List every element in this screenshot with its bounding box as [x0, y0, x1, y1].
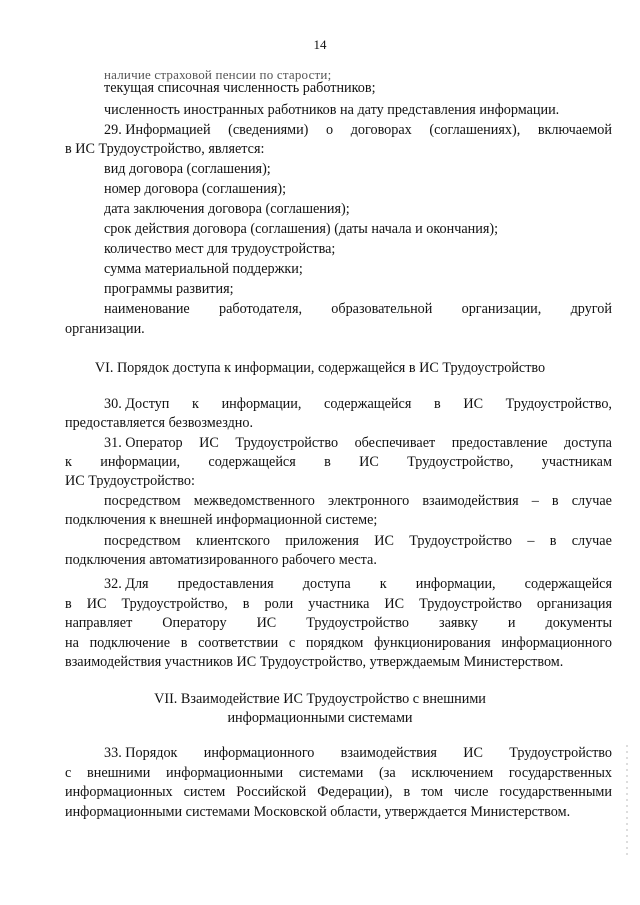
word: на — [65, 635, 79, 651]
section-heading: информационными системами — [227, 710, 413, 726]
page-number: 14 — [313, 37, 327, 52]
word: образовательной — [331, 301, 433, 317]
word: Российской — [236, 784, 307, 800]
word: порядком — [305, 635, 364, 651]
word: обеспечивает — [354, 435, 436, 451]
word: том — [421, 784, 444, 800]
word: о — [326, 122, 334, 138]
word: направляет — [65, 615, 133, 631]
word: Трудоустройство — [419, 596, 522, 612]
word: договорах — [350, 122, 412, 138]
word: электронного — [327, 493, 410, 509]
word: ИС — [256, 615, 277, 631]
word: информации, — [100, 454, 181, 470]
word: государственными — [499, 784, 612, 800]
word: Трудоустройство — [409, 533, 513, 549]
list-item: количество мест для трудоустройства; — [104, 241, 336, 257]
word: системами — [298, 765, 364, 781]
word: подключение — [89, 635, 171, 651]
text-line: подключения автоматизированного рабочего места. — [65, 552, 377, 568]
section-heading: VII. Взаимодействие ИС Трудоустройство с внешними — [154, 691, 486, 707]
text-line: взаимодействия участников ИС Трудоустройство, утверждаемым Министерством. — [65, 654, 564, 670]
text-line — [65, 764, 612, 782]
word: в — [242, 596, 250, 612]
word: в — [180, 635, 188, 651]
word: числе — [454, 784, 489, 800]
word: информационных — [65, 784, 173, 800]
text-line — [104, 121, 612, 139]
word: межведомственного — [193, 493, 315, 509]
word: 32. Для — [104, 576, 149, 592]
scan-artifact — [626, 745, 628, 855]
list-item — [104, 532, 612, 550]
text-line — [65, 783, 612, 801]
list-item: вид договора (соглашения); — [104, 161, 271, 177]
word: в — [403, 784, 411, 800]
word: (за — [379, 765, 396, 781]
word: посредством — [104, 493, 181, 509]
list-item: срок действия договора (соглашения) (даты начала и окончания); — [104, 221, 499, 237]
word: в — [324, 454, 331, 470]
word: Трудоустройство — [235, 435, 339, 451]
word: информации, — [415, 576, 496, 592]
word: с — [288, 635, 296, 651]
text-line: предоставляется безвозмездно. — [65, 415, 254, 431]
text-line — [65, 634, 612, 652]
list-item: программы развития; — [104, 281, 234, 297]
word: Трудоустройство, — [121, 596, 228, 612]
word: информационного — [203, 745, 315, 761]
word: участникам — [541, 454, 612, 470]
section-heading: VI. Порядок доступа к информации, содержащейся в ИС Трудоустройство — [94, 360, 546, 376]
word: содержащейся — [208, 454, 296, 470]
text-line: текущая списочная численность работников; — [104, 80, 376, 96]
word: роли — [264, 596, 294, 612]
word: в — [65, 596, 72, 612]
text-line: ИС Трудоустройство: — [65, 473, 195, 489]
word: в — [551, 493, 559, 509]
text-line: информационными системами Московской области, утверждается Министерством. — [65, 804, 571, 820]
word: ИС — [463, 745, 483, 761]
word: ИС — [384, 596, 405, 612]
word: содержащейся — [524, 576, 612, 592]
text-line: в ИС Трудоустройство, является: — [65, 141, 265, 157]
word: Оператору — [162, 615, 227, 631]
word: клиентского — [195, 533, 270, 549]
text-line — [104, 434, 612, 452]
word: Трудоустройство, — [407, 454, 514, 470]
word: другой — [570, 301, 612, 317]
text-line: организации. — [65, 321, 145, 337]
word: (сведениями) — [228, 122, 309, 138]
word: содержащейся — [324, 396, 412, 412]
word: информационными — [166, 765, 284, 781]
word: 31. Оператор — [104, 435, 183, 451]
word: систем — [183, 784, 226, 800]
word: заявку — [439, 615, 478, 631]
word: ИС — [463, 396, 484, 412]
word: участника — [308, 596, 370, 612]
word: 33. Порядок — [104, 745, 178, 761]
text-line: численность иностранных работников на дату представления информации. — [104, 102, 560, 118]
word: документы — [545, 615, 612, 631]
word: к — [65, 454, 72, 470]
word: случае — [571, 493, 612, 509]
word: (соглашениях), — [429, 122, 521, 138]
text-line — [104, 575, 612, 593]
text-line — [104, 744, 612, 762]
word: Трудоустройство, — [505, 396, 612, 412]
word: к — [192, 396, 199, 412]
word: и — [507, 615, 516, 631]
list-item: сумма материальной поддержки; — [104, 261, 303, 277]
word: доступа — [302, 576, 351, 592]
word: Федерации), — [317, 784, 393, 800]
word: взаимодействия — [422, 493, 519, 509]
word: соответствии — [198, 635, 279, 651]
word: в — [434, 396, 441, 412]
word: работодателя, — [219, 301, 303, 317]
word: ИС — [199, 435, 219, 451]
text-line — [65, 614, 612, 632]
word: информации, — [221, 396, 302, 412]
word: предоставление — [451, 435, 548, 451]
word: наименование — [104, 301, 190, 317]
word: к — [379, 576, 387, 592]
word: исключением — [411, 765, 494, 781]
word: ИС — [359, 454, 379, 470]
list-item — [104, 300, 612, 318]
word: информационного — [501, 635, 612, 651]
word: 29. Информацией — [104, 122, 211, 138]
text-line: наличие страховой пенсии по старости; — [104, 67, 332, 82]
text-line — [104, 395, 612, 413]
word: организация — [536, 596, 612, 612]
word: с — [65, 765, 72, 781]
word: приложения — [285, 533, 359, 549]
text-line: подключения к внешней информационной системе; — [65, 512, 378, 528]
word: – — [527, 533, 535, 549]
word: случае — [571, 533, 612, 549]
word: внешними — [87, 765, 151, 781]
word: включаемой — [537, 122, 612, 138]
word: доступа — [564, 435, 612, 451]
word: Трудоустройство — [306, 615, 410, 631]
word: в — [549, 533, 557, 549]
text-line — [65, 595, 612, 613]
text-line — [65, 453, 612, 471]
word: Трудоустройство — [509, 745, 612, 761]
list-item: дата заключения договора (соглашения); — [104, 201, 350, 217]
word: 30. Доступ — [104, 396, 170, 412]
word: – — [531, 493, 539, 509]
list-item — [104, 492, 612, 510]
word: ИС — [86, 596, 107, 612]
word: ИС — [374, 533, 394, 549]
word: организации, — [461, 301, 542, 317]
word: предоставления — [177, 576, 274, 592]
list-item: номер договора (соглашения); — [104, 181, 287, 197]
word: взаимодействия — [340, 745, 437, 761]
word: функционирования — [374, 635, 491, 651]
word: посредством — [104, 533, 181, 549]
word: государственных — [508, 765, 612, 781]
